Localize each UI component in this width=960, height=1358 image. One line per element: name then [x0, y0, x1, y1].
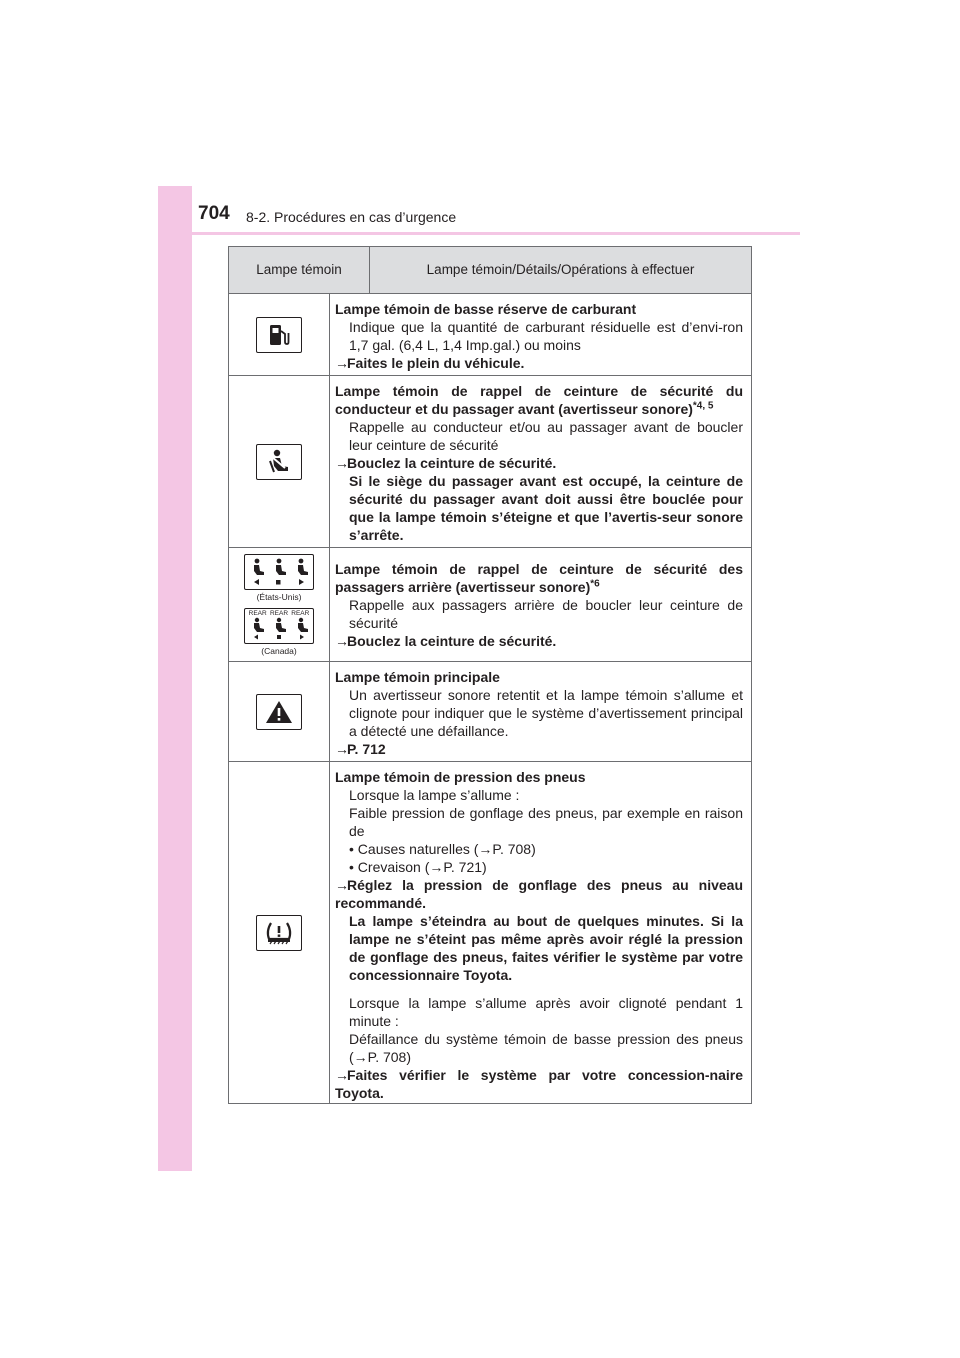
row-description: Lorsque la lampe s’allume après avoir clignoté pendant 1 minute : [349, 995, 743, 1029]
row-title: Lampe témoin de basse réserve de carburant [335, 301, 637, 317]
header-rule [192, 232, 800, 235]
table-row [229, 662, 751, 762]
row-title: Lampe témoin principale [335, 669, 500, 685]
row-action-detail: Si le siège du passager avant est occupé, la ceinture de sécurité du passager avant doit aussi être bouclée pour que la lampe témoin s’éteigne et que l’avertis-seur sonore s’arrête. [349, 473, 743, 543]
row-title-text: Lampe témoin de rappel de ceinture de sécurité des passagers arrière (avertisseur sonore) [335, 561, 743, 595]
text-cell [330, 762, 751, 1103]
text-cell [330, 662, 751, 761]
footnote-sup: *4, 5 [692, 400, 714, 412]
row-action [335, 740, 743, 758]
pink-side-band [158, 186, 192, 1171]
table-row [229, 762, 751, 1103]
row-action [335, 876, 743, 912]
row-action [335, 632, 743, 650]
canada-label: (Canada) [261, 645, 297, 656]
warning-lights-table [228, 246, 752, 1104]
section-title: 8-2. Procédures en cas d’urgence [246, 209, 457, 225]
icon-cell [229, 294, 330, 375]
action-text: Réglez la pression de gonflage des pneus au niveau recommandé. [335, 877, 743, 911]
row-title-text: Lampe témoin de rappel de ceinture de sécurité du conducteur et du passager avant (avertisseur sonore) [335, 383, 743, 417]
row-description: Rappelle au conducteur et/ou au passager avant de boucler leur ceinture de sécurité [349, 419, 743, 453]
usa-label: (États-Unis) [256, 591, 302, 602]
bullet-item: • Causes naturelles (→P. 708) [349, 841, 536, 857]
action-text: Faites le plein du véhicule. [347, 355, 525, 371]
footnote-sup: *6 [590, 578, 600, 590]
row-title [335, 560, 743, 596]
arrow-icon: → [335, 741, 349, 757]
row-description: Faible pression de gonflage des pneus, par exemple en raison de [349, 805, 743, 839]
row-title: Lampe témoin de pression des pneus [335, 769, 586, 785]
icon-cell [229, 662, 330, 761]
action-text: Faites vérifier le système par votre concession-naire Toyota. [335, 1067, 743, 1101]
table-row [229, 548, 751, 662]
icon-cell [229, 762, 330, 1103]
rear-seatbelt-canada-icon [244, 608, 314, 644]
row-action [335, 454, 743, 472]
page-number: 704 [198, 203, 230, 224]
action-text: Bouclez la ceinture de sécurité. [347, 455, 557, 471]
rear-label: REAR [269, 610, 289, 617]
col-header-lamp: Lampe témoin [229, 247, 370, 293]
spacer [335, 984, 743, 994]
text-cell [330, 376, 751, 547]
table-row [229, 376, 751, 548]
icon-cell [229, 376, 330, 547]
rear-seatbelt-usa-icon [244, 554, 314, 590]
table-header [229, 247, 751, 294]
col-header-details: Lampe témoin/Détails/Opérations à effectuer [426, 262, 695, 277]
row-description: Rappelle aux passagers arrière de boucler leur ceinture de sécurité [349, 597, 743, 631]
text-cell [330, 294, 751, 375]
action-text: Bouclez la ceinture de sécurité. [347, 633, 557, 649]
row-action-detail: La lampe s’éteindra au bout de quelques minutes. Si la lampe ne s’éteint pas même après avoir réglé la pression de gonflage des pneus, faites vérifier le système par votre concessionnaire Toyota. [349, 913, 743, 983]
arrow-icon: → [335, 355, 349, 371]
fuel-pump-icon [256, 317, 302, 353]
rear-label: REAR [248, 610, 267, 617]
action-text: P. 712 [347, 741, 386, 757]
arrow-icon: → [335, 1067, 349, 1083]
row-description: Lorsque la lampe s’allume : [349, 787, 520, 803]
driver-seatbelt-icon [256, 444, 302, 480]
row-title [335, 382, 743, 418]
row-description: Un avertisseur sonore retentit et la lampe témoin s’allume et clignote pour indiquer que le système d’avertissement principal a détecté une défaillance. [349, 687, 743, 739]
tire-pressure-icon [256, 915, 302, 951]
rear-label: REAR [291, 610, 310, 617]
bullet-item: • Crevaison (→P. 721) [349, 859, 487, 875]
row-action [335, 354, 743, 372]
arrow-icon: → [335, 877, 349, 893]
row-description: Indique que la quantité de carburant résiduelle est d’envi-ron 1,7 gal. (6,4 L, 1,4 Imp.gal.) ou moins [349, 319, 743, 353]
text-cell [330, 548, 751, 661]
table-row [229, 294, 751, 376]
master-warning-icon [256, 694, 302, 730]
icon-cell [229, 548, 330, 661]
row-action [335, 1066, 743, 1102]
arrow-icon: → [335, 633, 349, 649]
row-description: Défaillance du système témoin de basse pression des pneus (→P. 708) [349, 1031, 743, 1065]
arrow-icon: → [335, 455, 349, 471]
